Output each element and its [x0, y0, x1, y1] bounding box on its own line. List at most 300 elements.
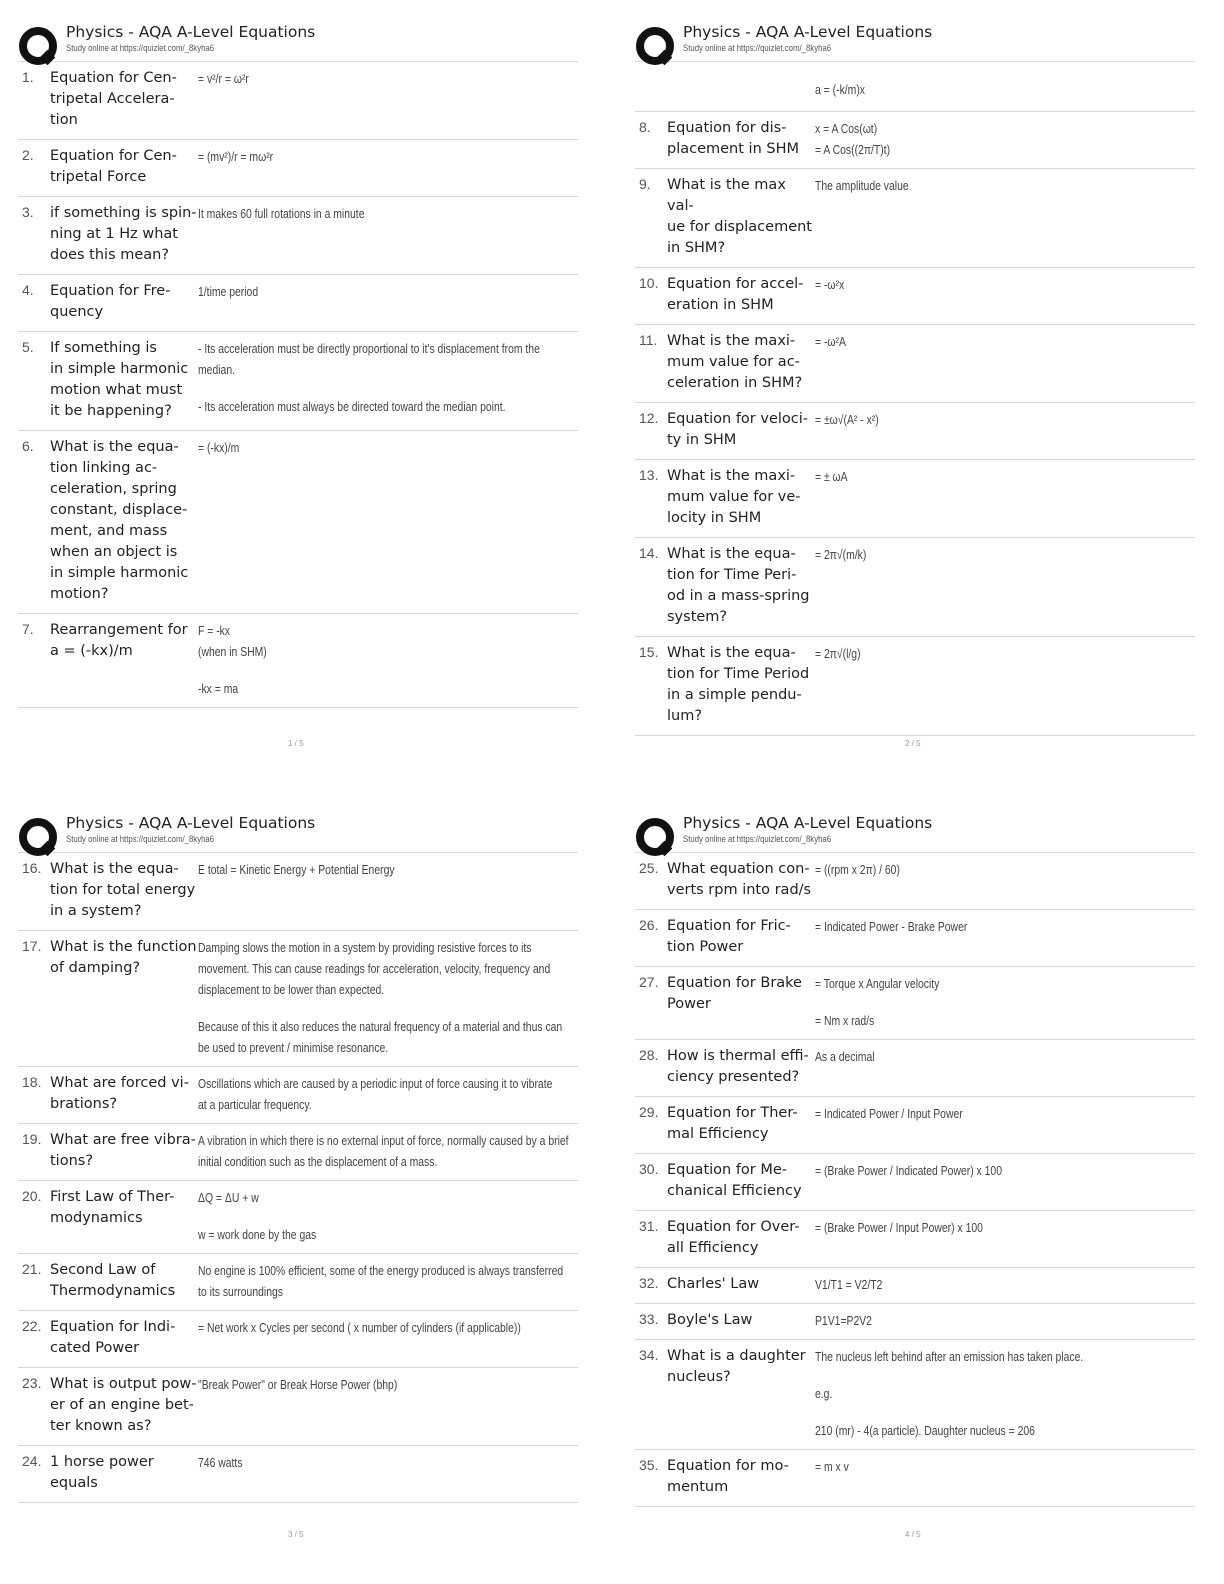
- card-definition: [814, 859, 1195, 901]
- card-number: 29.: [639, 1104, 659, 1120]
- definition-line: - Its acceleration must be directly proportional to it's displacement from the: [198, 341, 540, 356]
- flashcard-row: [18, 931, 578, 1067]
- definition-line: w = work done by the gas: [198, 1227, 317, 1242]
- flashcard-row: [635, 1304, 1195, 1340]
- term-line: od in a mass-spring: [667, 588, 810, 604]
- definition-line: e.g.: [815, 1386, 833, 1401]
- definition-spacer: [815, 1404, 1195, 1420]
- card-number: 8.: [639, 119, 651, 135]
- card-number: 34.: [639, 1347, 659, 1363]
- term-line: in a system?: [50, 903, 142, 919]
- definition-line: = Indicated Power - Brake Power: [815, 919, 968, 934]
- definition-line: at a particular frequency.: [198, 1097, 312, 1112]
- card-term: [50, 68, 197, 131]
- definition-line: 210 (mr) - 4(a particle). Daughter nucleus = 206: [815, 1423, 1035, 1438]
- term-line: eration in SHM: [667, 297, 774, 313]
- definition-line: = ±ω√(A² - x²): [815, 412, 879, 427]
- definition-line: to its surroundings: [198, 1284, 283, 1299]
- card-term: [50, 1452, 197, 1494]
- card-definition: [814, 331, 1195, 394]
- term-line: Charles' Law: [667, 1276, 760, 1292]
- definition-line: (when in SHM): [198, 644, 267, 659]
- term-line: does this mean?: [50, 247, 170, 263]
- definition-line: = -ω²x: [815, 277, 845, 292]
- page-number: 3 / 5: [288, 1530, 304, 1539]
- study-online-link[interactable]: Study online at https://quizlet.com/_8kyha6: [683, 43, 832, 54]
- term-line: motion?: [50, 586, 109, 602]
- term-line: Equation for Ther-: [667, 1105, 798, 1121]
- card-term: [50, 437, 197, 605]
- term-line: if something is spin-: [50, 205, 197, 221]
- card-definition: [814, 1310, 1195, 1331]
- term-line: tion for Time Period: [667, 666, 810, 682]
- card-term: [50, 859, 197, 922]
- card-definition: [814, 1046, 1195, 1088]
- card-definition: [814, 274, 1195, 316]
- card-term: [50, 1187, 197, 1245]
- page-2: [635, 20, 1195, 736]
- card-number: 4.: [22, 282, 34, 298]
- flashcard-list: [635, 112, 1195, 736]
- flashcard-row: [635, 403, 1195, 460]
- flashcard-row: [18, 1124, 578, 1181]
- card-term: [667, 1217, 814, 1259]
- definition-spacer: [815, 994, 1195, 1010]
- term-line: mal Efficiency: [667, 1126, 769, 1142]
- term-line: What is the equa-: [667, 645, 796, 661]
- page-title: Physics - AQA A-Level Equations: [66, 814, 316, 832]
- definition-line: = 2π√(m/k): [815, 547, 867, 562]
- term-line: Equation for veloci-: [667, 411, 809, 427]
- definition-line: = Indicated Power / Input Power: [815, 1106, 963, 1121]
- term-line: Equation for mo-: [667, 1458, 789, 1474]
- card-number: 2.: [22, 147, 34, 163]
- term-line: First Law of Ther-: [50, 1189, 175, 1205]
- flashcard-row: [18, 62, 578, 140]
- definition-line: = v²/r = ω²r: [198, 71, 249, 86]
- term-line: Equation for dis-: [667, 120, 787, 136]
- definition-line: initial condition such as the displacement of a mass.: [198, 1154, 438, 1169]
- flashcard-row: [635, 853, 1195, 910]
- term-line: ning at 1 Hz what: [50, 226, 178, 242]
- definition-line: It makes 60 full rotations in a minute: [198, 206, 365, 221]
- term-line: brations?: [50, 1096, 118, 1112]
- flashcard-row: [635, 325, 1195, 403]
- term-line: Equation for Over-: [667, 1219, 800, 1235]
- term-line: Second Law of: [50, 1262, 156, 1278]
- quizlet-logo-icon: [18, 26, 56, 64]
- flashcard-row: [18, 140, 578, 197]
- term-line: cated Power: [50, 1340, 140, 1356]
- card-definition: [814, 643, 1195, 727]
- term-line: mum value for ac-: [667, 354, 800, 370]
- term-line: Equation for Brake: [667, 975, 802, 991]
- flashcard-row: [635, 967, 1195, 1040]
- definition-spacer: [198, 380, 625, 396]
- flashcard-row: [18, 1446, 578, 1503]
- definition-line: 1/time period: [198, 284, 259, 299]
- card-definition: [814, 1103, 1195, 1145]
- definition-line: -kx = ma: [198, 681, 239, 696]
- card-number: 17.: [22, 938, 42, 954]
- term-line: tion Power: [667, 939, 744, 955]
- card-term: [667, 274, 814, 316]
- card-term: [667, 1346, 814, 1441]
- card-term: [50, 1317, 197, 1359]
- card-term: [667, 916, 814, 958]
- card-term: [667, 118, 814, 160]
- flashcard-row: [18, 197, 578, 275]
- definition-line: V1/T1 = V2/T2: [815, 1277, 883, 1292]
- study-online-link[interactable]: Study online at https://quizlet.com/_8kyha6: [66, 43, 215, 54]
- flashcard-row: [18, 275, 578, 332]
- quizlet-logo-icon: [635, 26, 673, 64]
- definition-line: F = -kx: [198, 623, 231, 638]
- card-number: 24.: [22, 1453, 42, 1469]
- flashcard-row: [635, 1097, 1195, 1154]
- term-line: What is the equa-: [50, 439, 179, 455]
- term-line: ue for displacement: [667, 219, 812, 235]
- definition-line: Because of this it also reduces the natural frequency of a material and thus can: [198, 1019, 563, 1034]
- definition-line: The amplitude value: [815, 178, 909, 193]
- definition-line: The nucleus left behind after an emission has taken place.: [815, 1349, 1084, 1364]
- card-number: 27.: [639, 974, 659, 990]
- flashcard-row: [18, 853, 578, 931]
- term-line: modynamics: [50, 1210, 143, 1226]
- term-line: What is a daughter: [667, 1348, 806, 1364]
- term-line: of damping?: [50, 960, 141, 976]
- term-line: How is thermal effi-: [667, 1048, 809, 1064]
- definition-line: ΔQ = ΔU + w: [198, 1190, 259, 1205]
- term-line: all Efficiency: [667, 1240, 759, 1256]
- definition-line: = m x v: [815, 1459, 849, 1474]
- term-line: Rearrangement for: [50, 622, 188, 638]
- card-definition: [814, 916, 1195, 958]
- card-term: [50, 281, 197, 323]
- term-line: equals: [50, 1475, 98, 1491]
- flashcard-row: [635, 1040, 1195, 1097]
- term-line: chanical Efficiency: [667, 1183, 802, 1199]
- term-line: 1 horse power: [50, 1454, 154, 1470]
- card-number: 20.: [22, 1188, 42, 1204]
- term-line: What are free vibra-: [50, 1132, 196, 1148]
- study-online-link[interactable]: Study online at https://quizlet.com/_8kyha6: [683, 834, 832, 845]
- card-number: 9.: [639, 176, 651, 192]
- card-definition: [197, 1260, 654, 1302]
- definition-line: = ± ωA: [815, 469, 848, 484]
- definition-line: = 2π√(l/g): [815, 646, 861, 661]
- term-line: Thermodynamics: [50, 1283, 176, 1299]
- definition-line: = Nm x rad/s: [815, 1013, 875, 1028]
- card-number: 11.: [639, 332, 658, 348]
- definition-line: Oscillations which are caused by a periodic input of force causing it to vibrate: [198, 1076, 553, 1091]
- card-term: [667, 175, 814, 259]
- card-number: 3.: [22, 204, 34, 220]
- card-definition: [814, 973, 1195, 1031]
- definition-spacer: [198, 1000, 653, 1016]
- term-line: What is the maxi-: [667, 333, 796, 349]
- term-line: celeration, spring: [50, 481, 177, 497]
- flashcard-row: [18, 431, 578, 614]
- definition-line: median.: [198, 362, 235, 377]
- definition-line: A vibration in which there is no external input of force, normally caused by a brief: [198, 1133, 569, 1148]
- card-definition: [814, 1456, 1195, 1498]
- page-title: Physics - AQA A-Level Equations: [683, 23, 933, 41]
- card-definition: [197, 620, 578, 699]
- flashcard-row: [635, 169, 1195, 268]
- definition-spacer: [198, 1208, 578, 1224]
- term-line: nucleus?: [667, 1369, 731, 1385]
- card-number: 5.: [22, 339, 34, 355]
- card-number: 6.: [22, 438, 34, 454]
- card-definition: [197, 1317, 602, 1359]
- card-definition: [197, 859, 578, 922]
- term-line: quency: [50, 304, 104, 320]
- card-definition: [814, 175, 1195, 259]
- page-1: [18, 20, 578, 708]
- definition-line: = A Cos((2π/T)t): [815, 142, 891, 157]
- card-term: [50, 203, 197, 266]
- term-line: What is the maxi-: [667, 468, 796, 484]
- card-definition: [814, 1160, 1195, 1202]
- card-definition: [197, 1073, 641, 1115]
- definition-line: = ((rpm x 2π) / 60): [815, 862, 900, 877]
- page-title: Physics - AQA A-Level Equations: [683, 814, 933, 832]
- definition-line: "Break Power" or Break Horse Power (bhp): [198, 1377, 398, 1392]
- card-definition: [197, 437, 578, 605]
- study-online-link[interactable]: Study online at https://quizlet.com/_8kyha6: [66, 834, 215, 845]
- card-number: 14.: [639, 545, 659, 561]
- term-line: in simple harmonic: [50, 361, 189, 377]
- term-line: What is the equa-: [667, 546, 796, 562]
- flashcard-row: [635, 268, 1195, 325]
- flashcard-row: [635, 460, 1195, 538]
- definition-line: = (Brake Power / Indicated Power) x 100: [815, 1163, 1003, 1178]
- definition-line: E total = Kinetic Energy + Potential Energy: [198, 862, 395, 877]
- term-line: What are forced vi-: [50, 1075, 189, 1091]
- flashcard-row: [635, 1211, 1195, 1268]
- term-line: placement in SHM: [667, 141, 799, 157]
- flashcard-row: [635, 538, 1195, 637]
- term-line: What equation con-: [667, 861, 810, 877]
- term-line: lum?: [667, 708, 703, 724]
- card-number: 28.: [639, 1047, 659, 1063]
- card-number: 32.: [639, 1275, 659, 1291]
- definition-line: = (-kx)/m: [198, 440, 240, 455]
- flashcard-row: [635, 637, 1195, 736]
- quizlet-logo-icon: [18, 817, 56, 855]
- term-line: a = (-kx)/m: [50, 643, 133, 659]
- flashcard-list: [18, 62, 578, 708]
- flashcard-row: [18, 1067, 578, 1124]
- definition-line: = (Brake Power / Input Power) x 100: [815, 1220, 983, 1235]
- flashcard-row: [635, 1154, 1195, 1211]
- card-term: [667, 1160, 814, 1202]
- page-header: [635, 811, 1195, 849]
- card-number: 15.: [639, 644, 659, 660]
- card-definition: [814, 1346, 1195, 1441]
- card-definition: [197, 338, 625, 422]
- card-term: [50, 146, 197, 188]
- term-line: mentum: [667, 1479, 729, 1495]
- page-number: 1 / 5: [288, 739, 304, 748]
- card-term: [667, 973, 814, 1031]
- card-definition: [197, 281, 578, 323]
- term-line: in simple harmonic: [50, 565, 189, 581]
- quizlet-logo-icon: [635, 817, 673, 855]
- card-term: [667, 1456, 814, 1498]
- definition-line: = (mv²)/r = mω²r: [198, 149, 274, 164]
- card-number: 23.: [22, 1375, 42, 1391]
- definition-line: = -ω²A: [815, 334, 846, 349]
- flashcard-row: [18, 1254, 578, 1311]
- flashcard-row: [635, 1268, 1195, 1304]
- term-line: ter known as?: [50, 1418, 152, 1434]
- term-line: it be happening?: [50, 403, 172, 419]
- term-line: tions?: [50, 1153, 94, 1169]
- term-line: Equation for Me-: [667, 1162, 788, 1178]
- page-number: 2 / 5: [905, 739, 921, 748]
- term-line: Equation for Fre-: [50, 283, 171, 299]
- card-term: [667, 1046, 814, 1088]
- card-number: 13.: [639, 467, 659, 483]
- card-term: [667, 859, 814, 901]
- term-line: er of an engine bet-: [50, 1397, 194, 1413]
- term-line: in SHM?: [667, 240, 726, 256]
- card-number: 30.: [639, 1161, 659, 1177]
- card-number: 25.: [639, 860, 659, 876]
- term-line: system?: [667, 609, 728, 625]
- card-term: [50, 1260, 197, 1302]
- term-line: What is the function: [50, 939, 197, 955]
- card-definition: [814, 118, 1195, 160]
- term-line: verts rpm into rad/s: [667, 882, 812, 898]
- term-line: Boyle's Law: [667, 1312, 753, 1328]
- definition-spacer: [815, 1367, 1195, 1383]
- definition-line: P1V1=P2V2: [815, 1313, 872, 1328]
- card-definition: [197, 203, 578, 266]
- term-line: What is the max val-: [667, 177, 786, 214]
- term-line: What is output pow-: [50, 1376, 197, 1392]
- card-term: [667, 1310, 814, 1331]
- term-line: mum value for ve-: [667, 489, 801, 505]
- definition-line: - Its acceleration must always be directed toward the median point.: [198, 399, 506, 414]
- term-line: Equation for Cen-: [50, 148, 177, 164]
- card-definition: [197, 68, 578, 131]
- card-definition: [814, 466, 1195, 529]
- card-number: 21.: [22, 1261, 42, 1277]
- flashcard-row: [18, 614, 578, 708]
- flashcard-row: [18, 332, 578, 431]
- card-number: 33.: [639, 1311, 659, 1327]
- card-number: 26.: [639, 917, 659, 933]
- term-line: ciency presented?: [667, 1069, 800, 1085]
- term-line: locity in SHM: [667, 510, 762, 526]
- page-header: [18, 20, 578, 58]
- flashcard-row: [635, 112, 1195, 169]
- definition-line: No engine is 100% efficient, some of the energy produced is always transferred: [198, 1263, 564, 1278]
- card-number: 31.: [639, 1218, 659, 1234]
- card-term: [667, 1103, 814, 1145]
- definition-line: = Net work x Cycles per second ( x number of cylinders (if applicable)): [198, 1320, 521, 1335]
- card-definition: [814, 544, 1195, 628]
- card-number: 1.: [22, 69, 34, 85]
- card-definition: [197, 1374, 578, 1437]
- term-line: Equation for Cen-: [50, 70, 177, 86]
- flashcard-row: [635, 910, 1195, 967]
- card-number: 10.: [639, 275, 659, 291]
- card-number: 35.: [639, 1457, 659, 1473]
- definition-line: As a decimal: [815, 1049, 875, 1064]
- term-line: Equation for Indi-: [50, 1319, 176, 1335]
- term-line: tion for total energy: [50, 882, 196, 898]
- term-line: tripetal Force: [50, 169, 147, 185]
- definition-spacer: [198, 662, 578, 678]
- card-term: [50, 338, 197, 422]
- term-line: when an object is: [50, 544, 178, 560]
- term-line: What is the equa-: [50, 861, 179, 877]
- definition-line: 746 watts: [198, 1455, 243, 1470]
- term-line: If something is: [50, 340, 157, 356]
- card-term: [667, 331, 814, 394]
- card-number: 18.: [22, 1074, 42, 1090]
- card-number: 12.: [639, 410, 659, 426]
- card-definition: [814, 409, 1195, 451]
- page-title: Physics - AQA A-Level Equations: [66, 23, 316, 41]
- card-term: [50, 1073, 197, 1115]
- card-definition: [197, 937, 653, 1058]
- definition-line: = Torque x Angular velocity: [815, 976, 940, 991]
- card-term: [667, 409, 814, 451]
- term-line: constant, displace-: [50, 502, 188, 518]
- card-term: [50, 1130, 197, 1172]
- card-definition: [197, 1130, 661, 1172]
- term-line: tion for Time Peri-: [667, 567, 797, 583]
- term-line: in a simple pendu-: [667, 687, 802, 703]
- card-term: [667, 643, 814, 727]
- card-term: [50, 1374, 197, 1437]
- card-number: 16.: [22, 860, 42, 876]
- definition-line: Damping slows the motion in a system by providing resistive forces to its: [198, 940, 532, 955]
- page-4: [635, 811, 1195, 1507]
- flashcard-list: [18, 853, 578, 1503]
- page-number: 4 / 5: [905, 1530, 921, 1539]
- term-line: Power: [667, 996, 711, 1012]
- card-number: 19.: [22, 1131, 42, 1147]
- card-definition: [814, 1217, 1195, 1259]
- term-line: celeration in SHM?: [667, 375, 803, 391]
- term-line: ty in SHM: [667, 432, 737, 448]
- term-line: tion linking ac-: [50, 460, 158, 476]
- card-term: [50, 937, 197, 1058]
- page-3: [18, 811, 578, 1503]
- continuation-answer: a = (-k/m)x: [635, 62, 1195, 112]
- definition-line: displacement to be lower than expected.: [198, 982, 385, 997]
- definition-line: x = A Cos(ωt): [815, 121, 878, 136]
- card-term: [667, 466, 814, 529]
- card-term: [667, 544, 814, 628]
- term-line: tion: [50, 112, 78, 128]
- definition-line: be used to prevent / minimise resonance.: [198, 1040, 389, 1055]
- term-line: ment, and mass: [50, 523, 168, 539]
- card-definition: [197, 146, 578, 188]
- card-number: 7.: [22, 621, 34, 637]
- definition-line: movement. This can cause readings for acceleration, velocity, frequency and: [198, 961, 551, 976]
- page-header: [18, 811, 578, 849]
- term-line: motion what must: [50, 382, 183, 398]
- card-definition: [814, 1274, 1195, 1295]
- flashcard-row: [18, 1311, 578, 1368]
